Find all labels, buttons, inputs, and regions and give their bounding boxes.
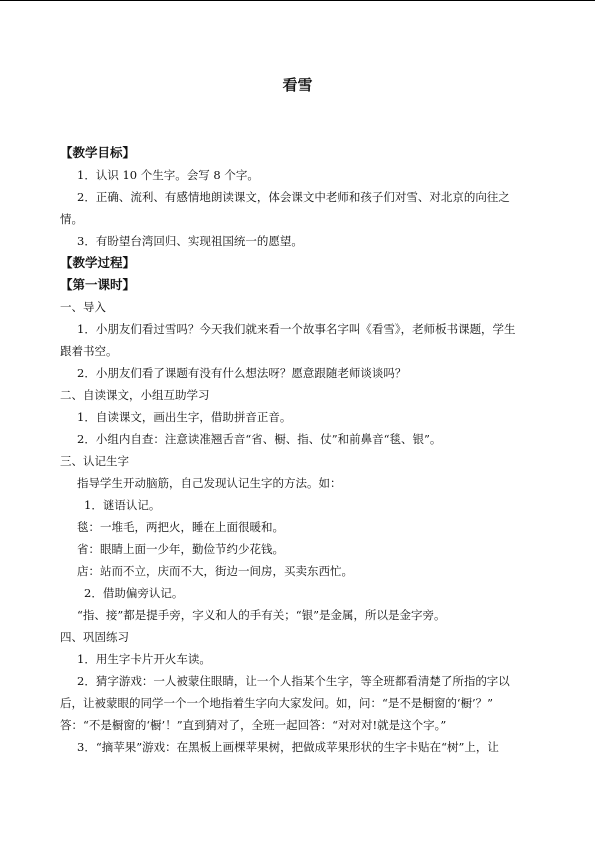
text-line: 一、导入 (60, 300, 106, 314)
text-line: 2．借助偏旁认记。 (84, 586, 184, 600)
text-line: 四、巩固练习 (60, 630, 129, 644)
text-line: 1．自读课文，画出生字，借助拼音正音。 (77, 410, 292, 424)
text-line: 省：眼睛上面一少年，勤俭节约少花钱。 (77, 542, 284, 556)
text-line: 3．“摘苹果”游戏：在黑板上画棵苹果树，把做成苹果形状的生字卡贴在“树”上，让 (77, 740, 499, 754)
text-line: 答：“不是橱窗的‘橱’！”直到猜对了，全班一起回答：“对对对!就是这个字。” (60, 718, 447, 732)
text-line: 1．谜语认记。 (84, 498, 161, 512)
text-line: 1．认识 10 个生字。会写 8 个字。 (77, 168, 259, 182)
text-line: 2．小朋友们看了课题有没有什么想法呀？愿意跟随老师谈谈吗？ (77, 366, 407, 380)
text-line: 3．有盼望台湾回归、实现祖国统一的愿望。 (77, 234, 303, 248)
text-line: 店：站而不立，庆而不大，街边一间房，买卖东西忙。 (77, 564, 353, 578)
text-line: 1．用生字卡片开火车读。 (77, 652, 211, 666)
text-line: 后，让被蒙眼的同学一个一个地指着生字向大家发问。如，问：“是不是橱窗的‘橱’？” (60, 696, 494, 710)
text-line: 跟着书空。 (60, 344, 118, 358)
text-line: 情。 (60, 212, 83, 226)
text-line: 2．正确、流利、有感情地朗读课文，体会课文中老师和孩子们对雪、对北京的向往之 (77, 190, 510, 204)
section-heading: 【第一课时】 (60, 277, 136, 292)
text-line: 三、认记生字 (60, 454, 129, 468)
text-line: 毯：一堆毛，两把火，睡在上面很暖和。 (77, 520, 284, 534)
text-line: 指导学生开动脑筋，自己发现认记生字的方法。如： (77, 476, 342, 490)
section-heading: 【教学过程】 (60, 255, 136, 270)
page-title: 看雪 (282, 76, 313, 94)
document-body (60, 142, 540, 758)
text-line: 二、自读课文，小组互助学习 (60, 388, 210, 402)
top-rule (0, 0, 595, 1)
text-line: “指、接”都是提手旁，字义和人的手有关；“银”是金属，所以是金字旁。 (77, 608, 446, 622)
text-line: 2．小组内自查：注意读准翘舌音“省、橱、指、仗”和前鼻音“毯、银”。 (77, 432, 442, 446)
section-heading: 【教学目标】 (60, 145, 136, 160)
text-line: 1．小朋友们看过雪吗？今天我们就来看一个故事名字叫《看雪》，老师板书课题，学生 (77, 322, 516, 336)
text-line: 2．猜字游戏：一人被蒙住眼睛，让一个人指某个生字，等全班都看清楚了所指的字以 (77, 674, 510, 688)
